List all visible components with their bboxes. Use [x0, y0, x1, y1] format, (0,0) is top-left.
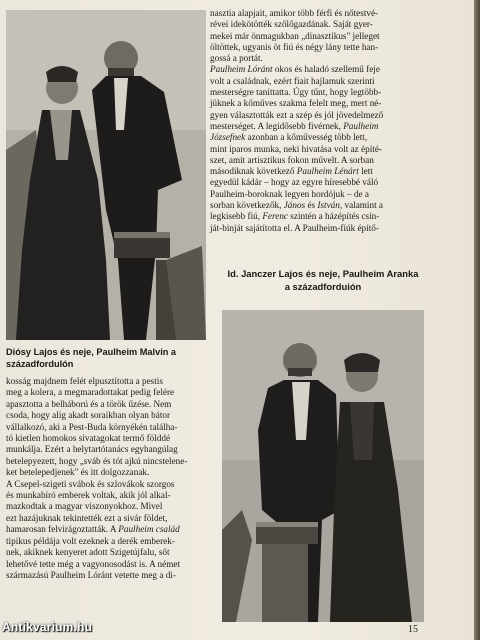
text-line [210, 200, 424, 211]
text-line [6, 422, 214, 433]
text-line [210, 110, 424, 121]
text-line [6, 399, 214, 410]
text-line [210, 31, 424, 42]
text-run: betelepyezett, hogy „sváb és tót ajkú nincstelene- [6, 455, 188, 466]
text-run: kosság majdnem felét elpusztította a pestis [6, 376, 163, 386]
text-run: tipikus példája volt ezeknek a derék emberek- [6, 535, 175, 546]
text-line [210, 132, 424, 143]
text-line [210, 166, 424, 177]
text-line [6, 536, 214, 547]
italic-name: Ferenc [262, 211, 288, 222]
photo-caption-diosy [6, 346, 206, 370]
photo-janczer-couple [222, 310, 424, 622]
text-line [210, 64, 424, 75]
text-run: vállalkozó, aki a Pest-Buda környékén találha- [6, 421, 178, 432]
text-line [210, 177, 424, 188]
text-line [210, 76, 424, 87]
text-run: lett [358, 166, 373, 177]
article-column-right [210, 8, 424, 234]
text-run: sorban következők, [210, 200, 284, 211]
italic-name: János [283, 200, 306, 211]
text-line [6, 490, 214, 501]
text-line [210, 155, 424, 166]
text-run: és [305, 200, 318, 211]
text-line [6, 513, 214, 524]
text-run: volt a családnak, ezért fiait hajlamuk szerinti [210, 75, 375, 86]
text-run: szintén a házépítés csín- [288, 211, 380, 222]
italic-name: Paulheim [343, 120, 379, 131]
text-run: azonban a kőművesség több lett, [245, 132, 368, 143]
text-run: származású Paulheim Lóránt vetette meg a di- [6, 569, 176, 580]
text-line [210, 121, 424, 132]
text-line [210, 144, 424, 155]
text-run: apasztotta a belháború és a török űzése. Nem [6, 398, 172, 409]
text-line [6, 479, 214, 490]
text-line [6, 456, 214, 467]
text-line [210, 8, 424, 19]
text-line [6, 501, 214, 512]
text-line [6, 524, 214, 535]
text-run: ját-binját sajátította el. A Paulheim-fiúk építő- [210, 222, 379, 233]
text-run: szet, amit artisztikus fokon művelt. A sorban [210, 154, 374, 165]
text-run: gyen választották ezt a szép és jól jövedelmező [210, 109, 384, 120]
text-run: és munkabíró emberek voltak, akik jól alkal- [6, 490, 171, 501]
caption-line: Id. Janczer Lajos és neje, Paulheim Aranka [227, 268, 419, 279]
text-line [6, 444, 214, 455]
text-run: legkisebb fiú, [210, 211, 263, 222]
text-run: A Csepel-szigeti svábok és szlovákok szorgos [6, 478, 175, 489]
caption-line: századfordulón [6, 359, 74, 369]
text-line [6, 467, 214, 478]
text-run: munkálja. Ezért a helytartótanács egyhangúlag [6, 444, 178, 455]
page-edge-shadow [474, 0, 480, 640]
caption-line: Diósy Lajos és neje, Paulheim Malvin a [6, 347, 177, 357]
text-run: meg a kolera, a megmaradottakat pedig felére [6, 387, 175, 398]
text-run: mekei már önmagukban „dinasztikus" jelleget [210, 30, 380, 41]
watermark-logo: Antikvarium.hu [2, 620, 93, 634]
text-run: mazkodtak a magyar viszonyokhoz. Mivel [6, 501, 163, 512]
text-line [210, 19, 424, 30]
italic-name: Paulheim Lóránt [210, 64, 273, 75]
page-number: 15 [408, 624, 418, 635]
text-run: egyedül kádár – hogy az egyre híresebbé váló [210, 177, 379, 188]
text-run: csoda, hogy alig akadt soraikban olyan bátor [6, 410, 171, 421]
text-run: gossá a portát. [210, 53, 263, 64]
text-line [210, 211, 424, 222]
text-line [6, 547, 214, 558]
text-run: ket betelepedjenek" és itt dolgozzanak. [6, 467, 150, 478]
text-run: ezt hazájuknak tekintették ezt a sivár földet, [6, 512, 168, 523]
text-run: okos és haladó szellemű feje [272, 64, 380, 75]
text-run: Paulheim-boroknak legyen hordójuk – de a [210, 188, 369, 199]
text-run: jüknek a kőműves szakma felelt meg, mert né- [210, 98, 382, 109]
text-run: öltöttek, ugyanis öt fiú és négy lány tette han- [210, 41, 379, 52]
text-run: mesterségre taníttatta. Úgy tűnt, hogy legtöbb- [210, 87, 382, 98]
italic-name: Paulheim család [118, 524, 180, 535]
text-line [210, 98, 424, 109]
text-line [210, 53, 424, 64]
text-run: nek, akiknek kenyeret adott Szigetújfalu, sőt [6, 547, 170, 558]
text-line [210, 189, 424, 200]
text-run: másodiknak következő [210, 166, 297, 177]
text-run: tó kietlen homokos sivatagokat termő földdé [6, 433, 171, 444]
italic-name: Józsefnek [210, 132, 246, 143]
text-run: lehetővé tette még a vagyonosodást is. A német [6, 558, 181, 569]
text-line [6, 433, 214, 444]
text-run: mint iparos munka, neki hivatása volt az építé- [210, 143, 382, 154]
photo-caption-janczer [222, 268, 424, 293]
article-column-left [6, 376, 214, 581]
italic-name: Paulheim Lénárt [296, 166, 359, 177]
text-run: hamarosan felvirágoztatták. A [6, 524, 119, 535]
caption-line: a századforduión [284, 280, 362, 292]
text-run: , valamint a [339, 200, 383, 211]
italic-name: István [317, 200, 340, 211]
text-line [210, 42, 424, 53]
text-line [6, 570, 214, 581]
photo-diosy-couple [6, 10, 206, 340]
text-run: nasztia alapjait, amikor több férfi és nőtestvé- [210, 8, 379, 18]
left-text-lines [6, 376, 214, 581]
text-line [6, 410, 214, 421]
text-line [210, 223, 424, 234]
text-line [6, 376, 214, 387]
text-line [6, 387, 214, 398]
text-line [210, 87, 424, 98]
text-run: révei idekötötték szőlőgazdának. Saját gyer- [210, 19, 373, 30]
text-run: mesterséget. A legidősebb fivérnek, [210, 120, 344, 131]
text-line [6, 559, 214, 570]
right-text-lines [210, 8, 424, 234]
